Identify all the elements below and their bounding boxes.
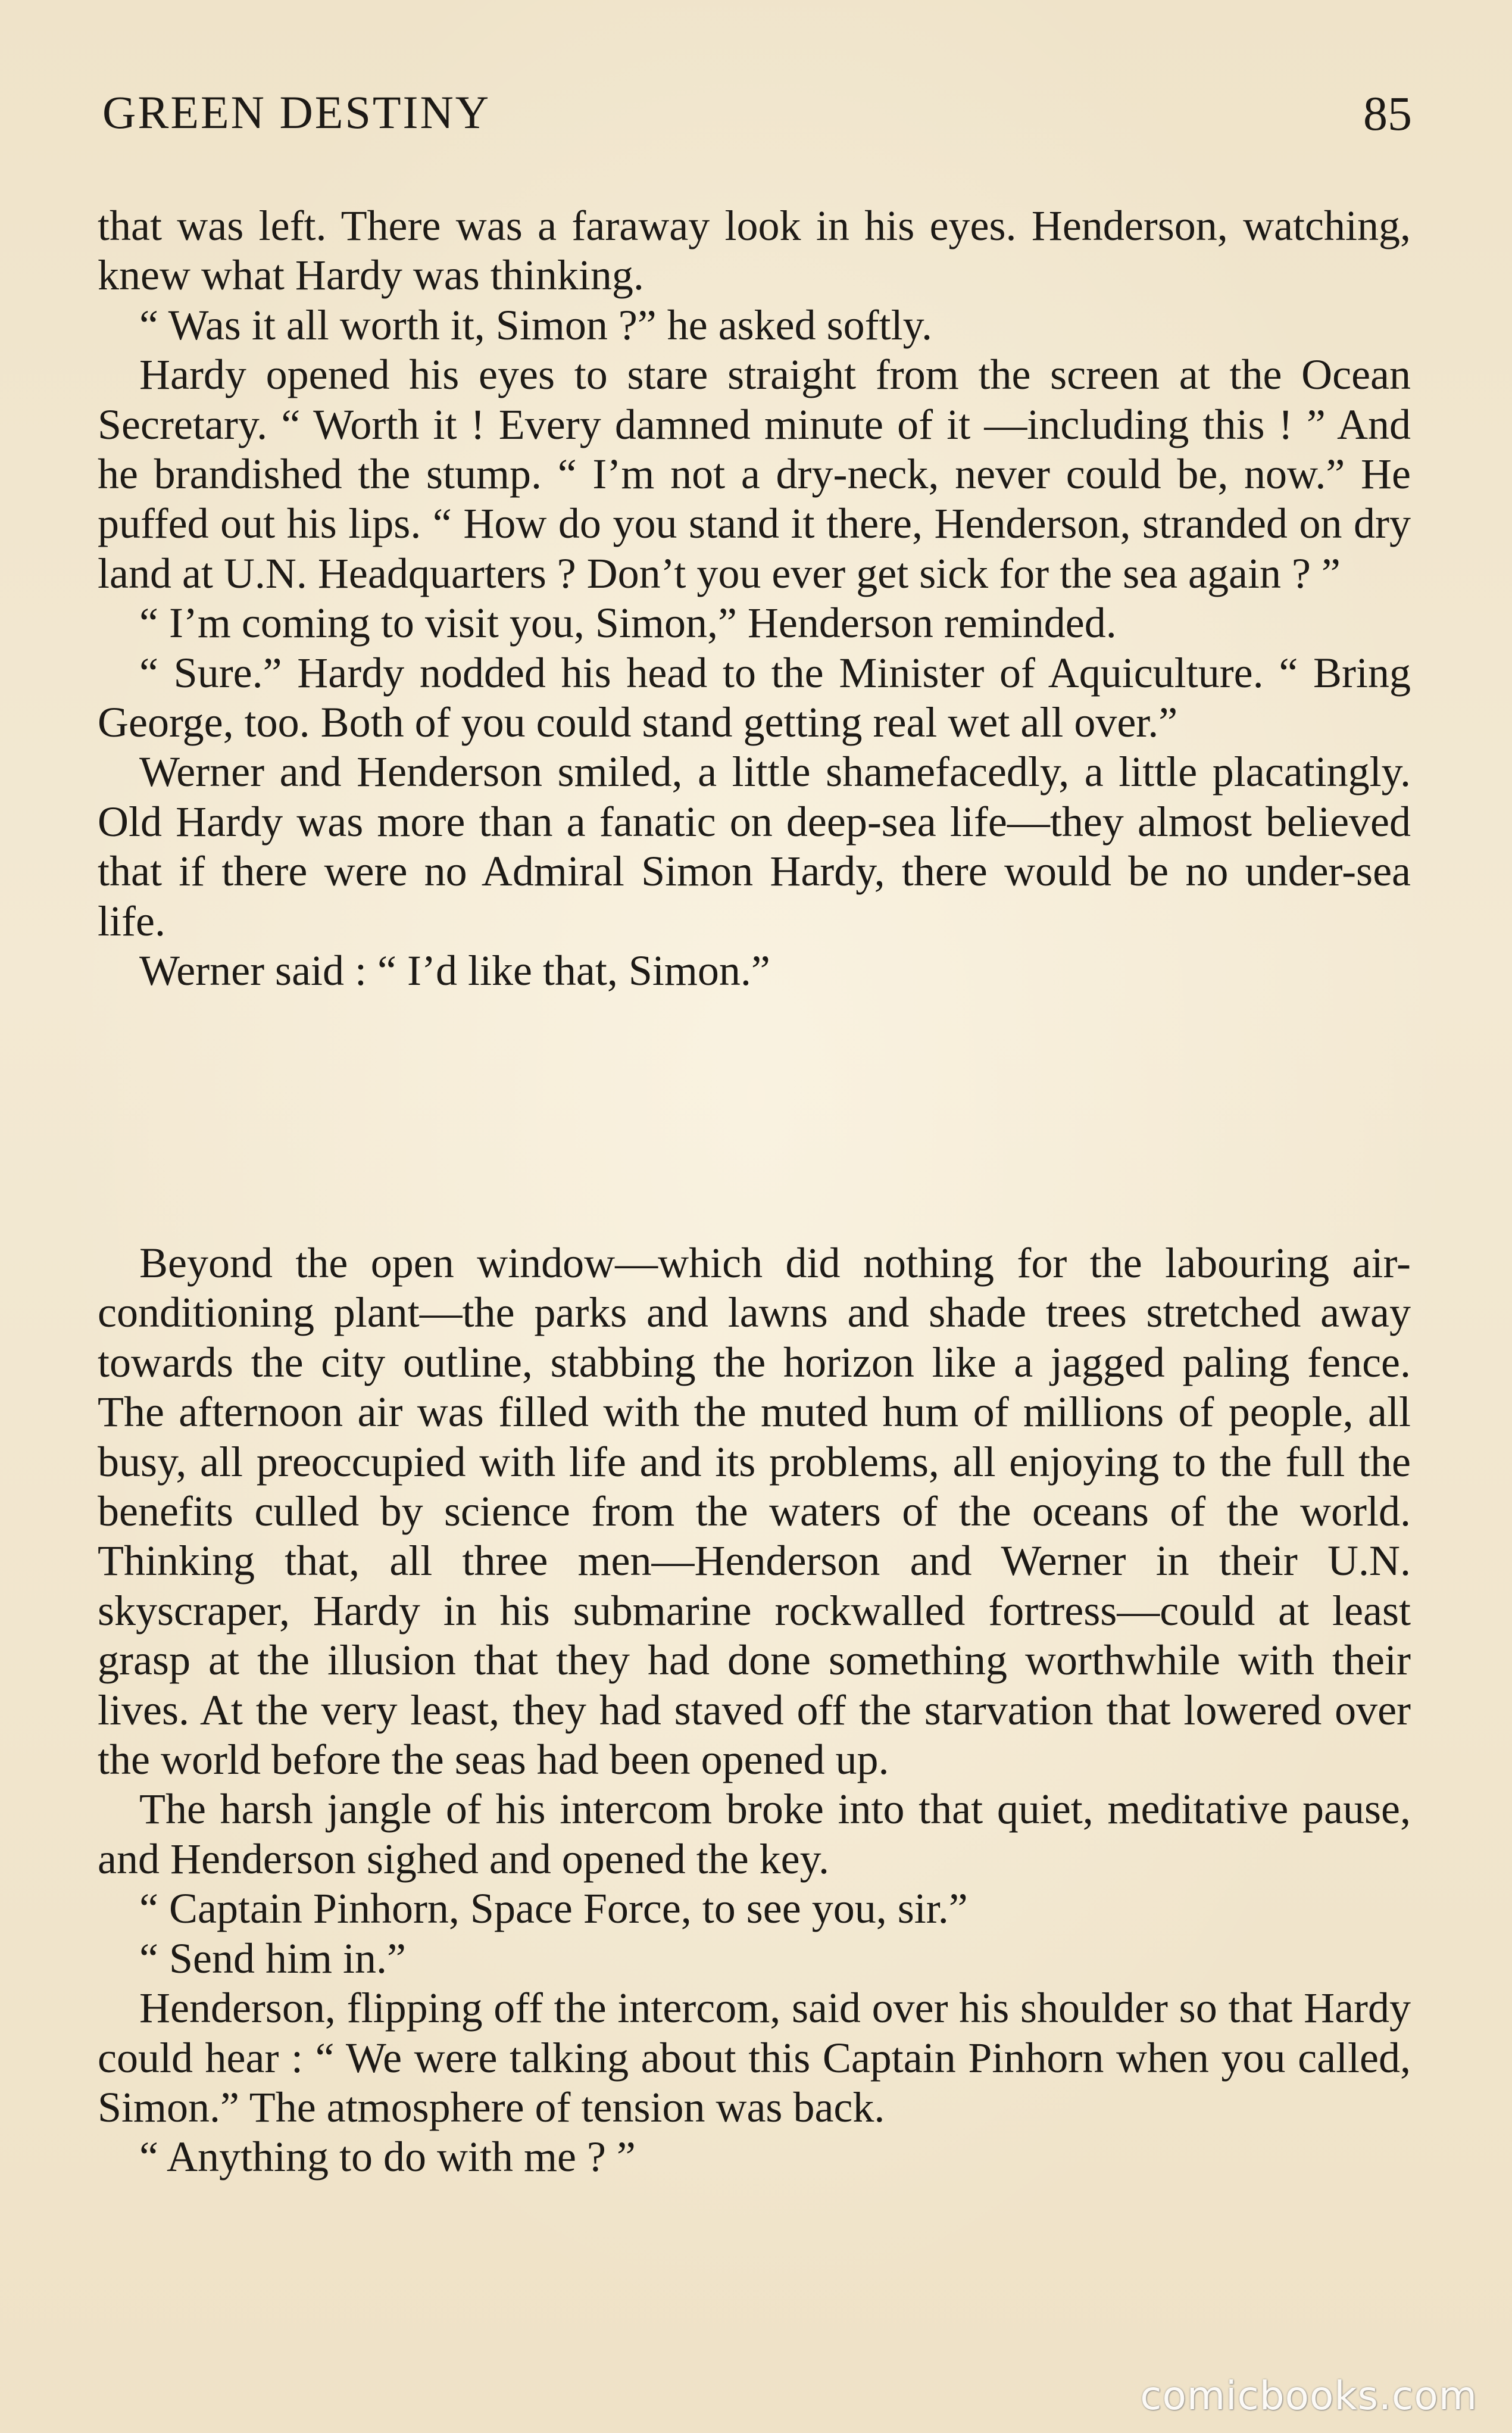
paragraph: “ Was it all worth it, Simon ?” he asked softly.: [139, 301, 932, 349]
paragraph: “ Anything to do with me ? ”: [139, 2133, 636, 2181]
watermark: comicbooks.com: [1140, 2373, 1477, 2419]
paragraph: that was left. There was a faraway look in his eyes. Henderson, watching, knew what Hardy was thinking.: [98, 202, 1411, 300]
paragraph: “ I’m coming to visit you, Simon,” Henderson reminded.: [139, 599, 1117, 647]
paragraph: Henderson, flipping off the intercom, said over his shoulder so that Hardy could hear : “ We were talking about this Captain Pinhorn when you called, Simon.” The atmosphere of tension was back.: [98, 1984, 1411, 2131]
paragraph: The harsh jangle of his intercom broke into that quiet, meditative pause, and Henderson sighed and opened the key.: [98, 1785, 1411, 1883]
running-title: GREEN DESTINY: [102, 86, 491, 138]
paragraph: Beyond the open window—which did nothing for the labouring air-conditioning plant—the parks and lawns and shade trees stretched away towards the city outline, stabbing the horizon like a jagged paling fence. The afternoon air was filled with the muted hum of millions of people, all busy, all preoccupied with life and its problems, all enjoying to the full the benefits culled by science from the waters of the oceans of the world. Thinking that, all three men—Henderson and Werner in their U.N. skyscraper, Hardy in his submarine rockwalled fortress—could at least grasp at the illusion that they had done something worthwhile with their lives. At the very least, they had staved off the starvation that lowered over the world before the seas had been opened up.: [98, 1239, 1411, 1784]
paragraph: “ Send him in.”: [139, 1934, 406, 1982]
paragraph: Werner said : “ I’d like that, Simon.”: [139, 947, 770, 995]
paragraph: “ Captain Pinhorn, Space Force, to see you, sir.”: [139, 1885, 968, 1933]
paragraph: Hardy opened his eyes to stare straight from the screen at the Ocean Secretary. “ Worth it ! Every damned minute of it —including this ! ” And he brandished the stump. “ I’m not a dry-neck, never could be, now.” He puffed out his lips. “ How do you stand it there, Henderson, stranded on dry land at U.N. Headquarters ? Don’t you ever get sick for the sea again ? ”: [98, 351, 1411, 597]
paragraph: “ Sure.” Hardy nodded his head to the Minister of Aquiculture. “ Bring George, too. Both of you could stand getting real wet all over.”: [98, 648, 1411, 747]
paragraph: Werner and Henderson smiled, a little shamefacedly, a little placatingly. Old Hardy was more than a fanatic on deep-sea life—they almost believed that if there were no Admiral Simon Hardy, there would be no under-sea life.: [98, 748, 1411, 945]
text-section-1: [98, 201, 1411, 996]
page-number: 85: [1363, 86, 1412, 141]
text-section-2: [98, 1239, 1411, 2182]
